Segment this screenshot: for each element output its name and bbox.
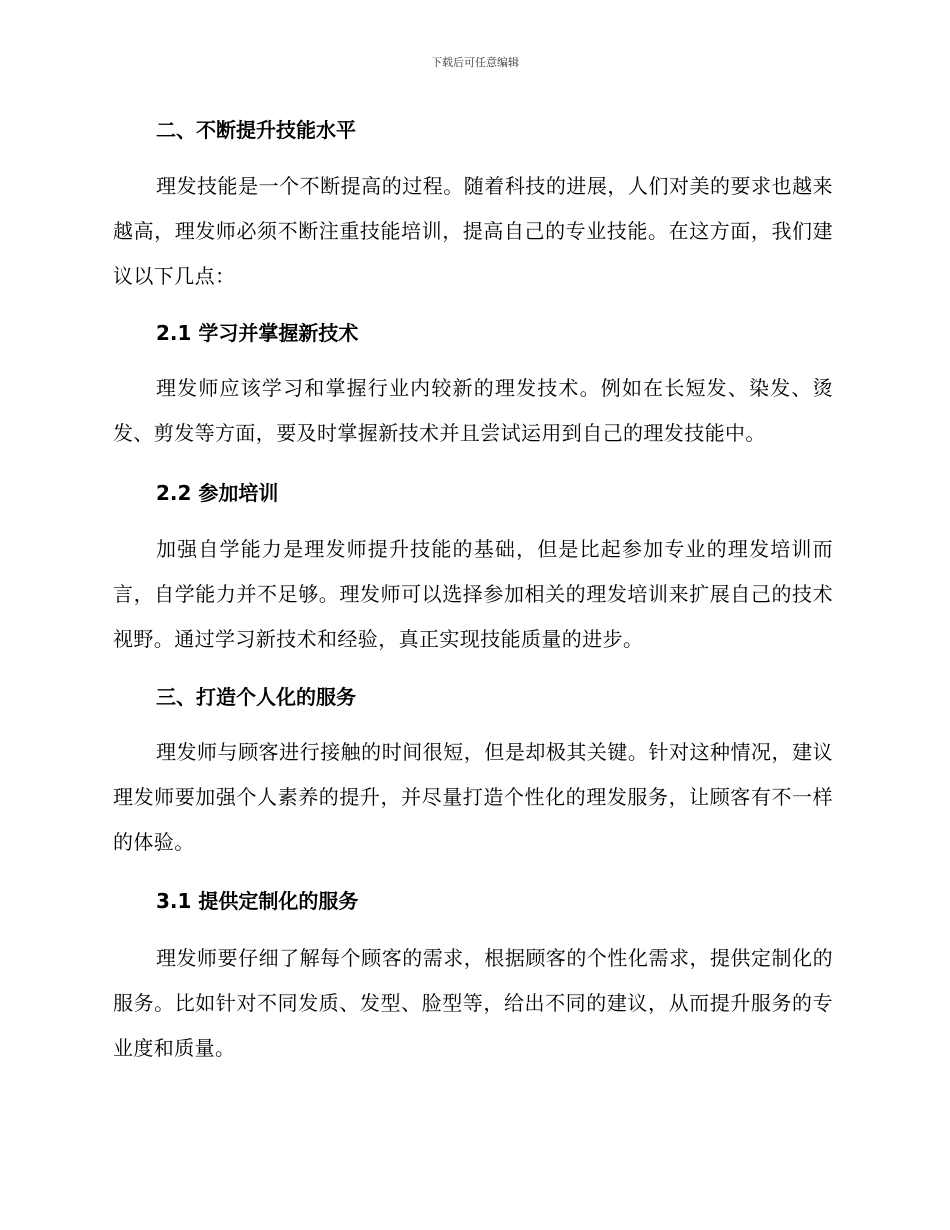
section-3-heading: 三、打造个人化的服务 bbox=[156, 685, 356, 709]
section-2-2-paragraph: 加强自学能力是理发师提升技能的基础，但是比起参加专业的理发培训而言，自学能力并不足够。理发师可以选择参加相关的理发培训来扩展自己的技术视野。通过学习新技术和经验，真正实现技能质量的进步。 bbox=[113, 537, 833, 651]
section-3-paragraph: 理发师与顾客进行接触的时间很短，但是却极其关键。针对这种情况，建议理发师要加强个人素养的提升，并尽量打造个性化的理发服务，让顾客有不一样的体验。 bbox=[113, 740, 833, 854]
section-2-paragraph: 理发技能是一个不断提高的过程。随着科技的进展，人们对美的要求也越来越高，理发师必须不断注重技能培训，提高自己的专业技能。在这方面，我们建议以下几点： bbox=[113, 174, 833, 288]
section-2-2-heading: 2.2 参加培训 bbox=[156, 481, 279, 505]
section-3-1-heading: 3.1 提供定制化的服务 bbox=[156, 889, 359, 913]
section-2-heading: 二、不断提升技能水平 bbox=[156, 118, 356, 142]
section-2-1-heading: 2.1 学习并掌握新技术 bbox=[156, 321, 359, 345]
page-header: 下载后可任意编辑 bbox=[431, 56, 519, 69]
section-2-1-paragraph: 理发师应该学习和掌握行业内较新的理发技术。例如在长短发、染发、烫发、剪发等方面，要及时掌握新技术并且尝试运用到自己的理发技能中。 bbox=[113, 376, 833, 445]
section-3-1-paragraph: 理发师要仔细了解每个顾客的需求，根据顾客的个性化需求，提供定制化的服务。比如针对不同发质、发型、脸型等，给出不同的建议，从而提升服务的专业度和质量。 bbox=[113, 946, 833, 1060]
